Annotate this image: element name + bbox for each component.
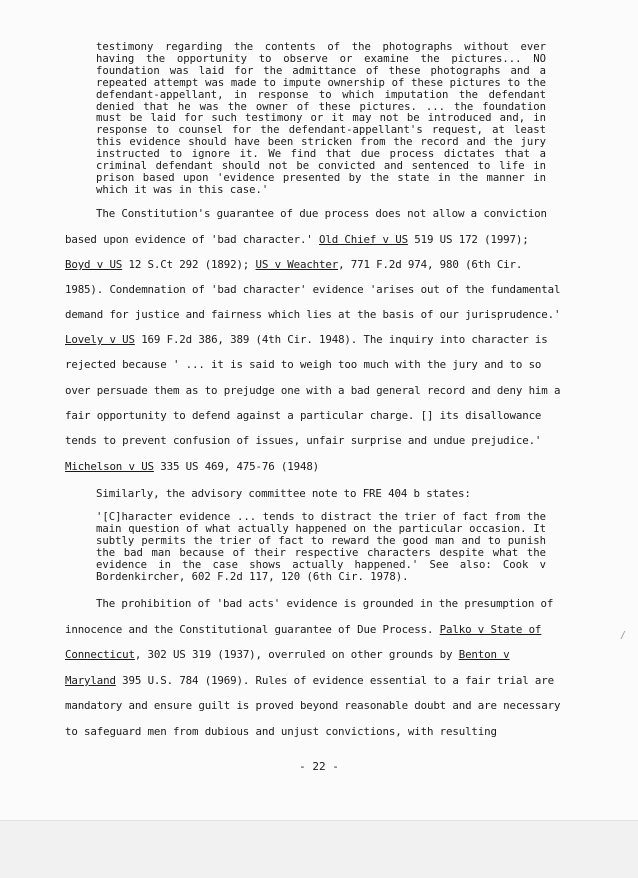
body-text-segment: 12 S.Ct 292 (1892); [122, 258, 256, 271]
body-line [65, 258, 522, 271]
body-text-segment: 519 US 172 (1997); [407, 233, 529, 246]
body-text-segment: The Constitution's guarantee of due process does not allow a conviction [96, 207, 547, 220]
body-text-segment: innocence and the Constitutional guarantee of Due Process. [65, 623, 440, 636]
margin-mark: / [620, 630, 627, 641]
case-citation: Boyd v US [65, 258, 123, 271]
case-citation: Lovely v US [65, 333, 135, 346]
body-line [65, 674, 554, 687]
body-text-segment: Similarly, the advisory committee note to FRE 404 b states: [96, 487, 471, 500]
body-text-segment: rejected because ' ... it is said to weigh too much with the jury and to so [65, 358, 542, 371]
body-line [65, 283, 560, 296]
block-quote-character-evidence: '[C]haracter evidence ... tends to distract the trier of fact from the main question of what actually happened on the particular occasion. It subtly permits the trier of fact to reward the good man and to punish the bad man because of their respective characters despite what the evidence in the case shows actually happened.' See also: Cook v Bordenkircher, 602 F.2d 117, 120 (6th Cir. 1978). [96, 511, 546, 583]
body-text-segment: demand for justice and fairness which lies at the basis of our jurisprudence.' [65, 308, 561, 321]
body-line [96, 487, 471, 500]
body-line [65, 725, 497, 738]
body-line [65, 460, 319, 473]
case-citation: US v Weachter [255, 258, 339, 271]
scan-bottom-band [0, 820, 638, 878]
case-citation: Connecticut [65, 648, 135, 661]
body-text-segment: to safeguard men from dubious and unjust convictions, with resulting [65, 725, 497, 738]
case-citation: Old Chief v US [319, 233, 408, 246]
body-line [65, 358, 541, 371]
body-text-segment: 395 U.S. 784 (1969). Rules of evidence essential to a fair trial are [115, 674, 554, 687]
body-line [65, 333, 548, 346]
body-line [96, 207, 547, 220]
case-citation: Michelson v US [65, 460, 154, 473]
body-text-segment: 1985). Condemnation of 'bad character' evidence 'arises out of the fundamental [65, 283, 561, 296]
body-line [65, 384, 560, 397]
body-line [65, 623, 541, 636]
page-number: - 22 - [299, 760, 339, 773]
body-text-segment: mandatory and ensure guilt is proved beyond reasonable doubt and are necessary [65, 699, 561, 712]
body-text-segment: 169 F.2d 386, 389 (4th Cir. 1948). The inquiry into character is [134, 333, 548, 346]
body-text-segment: over persuade them as to prejudge one with a bad general record and deny him a [65, 384, 561, 397]
body-line [65, 409, 541, 422]
body-text-segment: 335 US 469, 475-76 (1948) [153, 460, 320, 473]
body-line [65, 648, 510, 661]
body-line [65, 308, 560, 321]
body-text-segment: tends to prevent confusion of issues, unfair surprise and undue prejudice.' [65, 434, 542, 447]
body-text-segment: based upon evidence of 'bad character.' [65, 233, 320, 246]
case-citation: Maryland [65, 674, 116, 687]
case-citation: Benton v [458, 648, 510, 661]
body-line [96, 597, 553, 610]
body-text-segment: fair opportunity to defend against a particular charge. [] its disallowance [65, 409, 542, 422]
body-line [65, 699, 560, 712]
block-quote-testimony: testimony regarding the contents of the photographs without ever having the opportunity to observe or examine the pictures... NO foundation was laid for the admittance of these photographs and a repeated attempt was made to impute ownership of these pictures to the defendant-appellant, in response to which imputation the defendant denied that he was the owner of these pictures. ... the foundation must be laid for such testimony or it may not be introduced and, in response to counsel for the defendant-appellant's request, at least this evidence should have been stricken from the record and the jury instructed to ignore it. We find that due process dictates that a criminal defendant should not be convicted and sentenced to life in prison based upon 'evidence presented by the state in the manner in which it was in this case.' [96, 41, 546, 196]
body-line [65, 233, 529, 246]
case-citation: Palko v State of [439, 623, 542, 636]
body-text-segment: The prohibition of 'bad acts' evidence is grounded in the presumption of [96, 597, 554, 610]
body-text-segment: , 302 US 319 (1937), overruled on other grounds by [134, 648, 459, 661]
body-text-segment: , 771 F.2d 974, 980 (6th Cir. [338, 258, 523, 271]
body-line [65, 434, 541, 447]
